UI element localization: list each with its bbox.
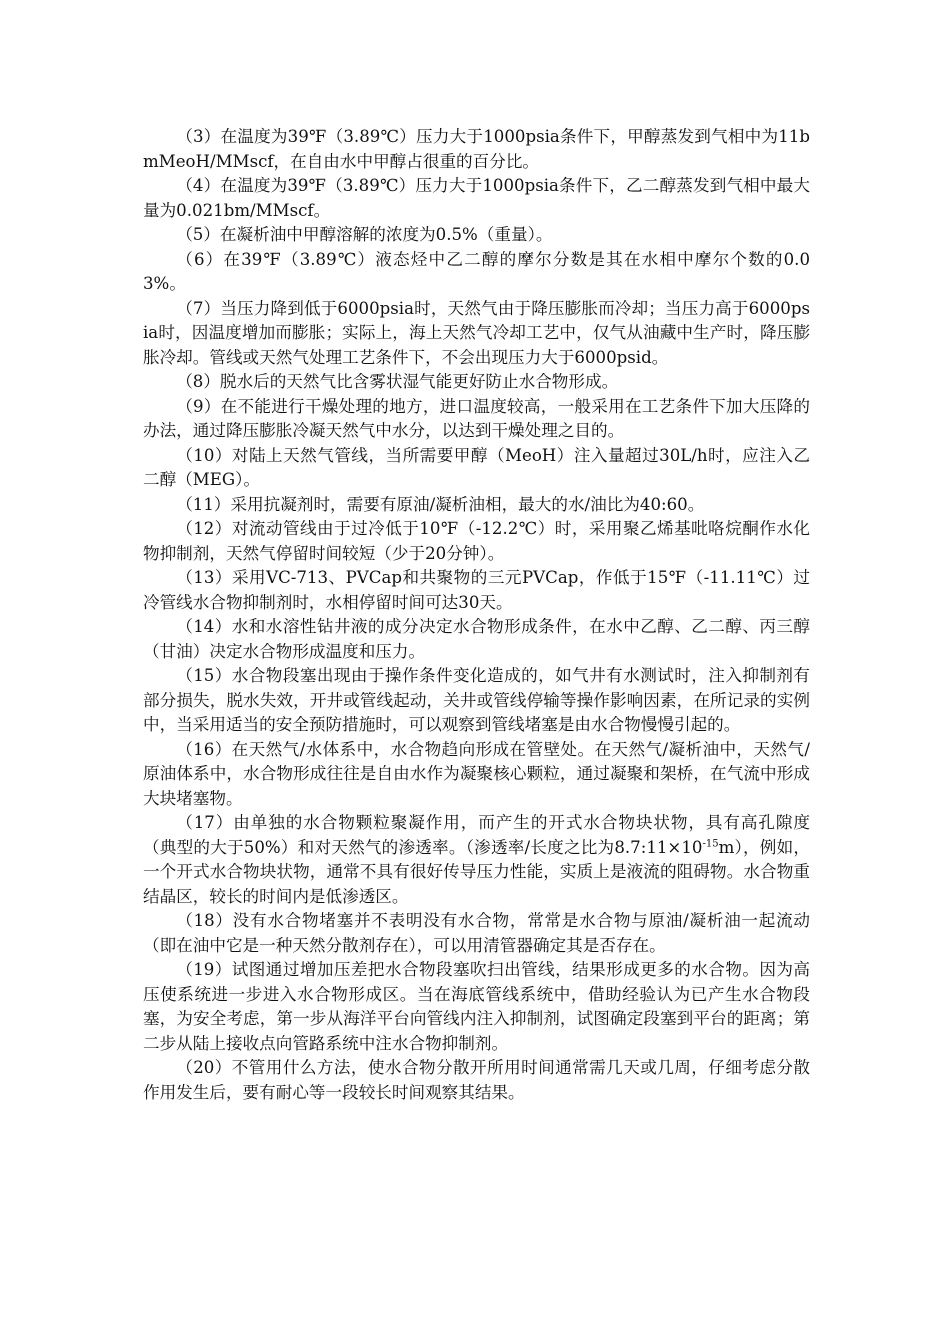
paragraph-4: （4）在温度为39℉（3.89℃）压力大于1000psia条件下，乙二醇蒸发到气相中最大量为0.021bm/MMscf。 bbox=[143, 176, 810, 220]
paragraph-17-text-after: m），例如，一个开式水合物块状物，通常不具有很好传导压力性能，实质上是液流的阻碍物。水合物重结晶区，较长的时间内是低渗透区。 bbox=[143, 837, 810, 906]
paragraph-17-text-before: （17）由单独的水合物颗粒聚凝作用，而产生的开式水合物块状物，具有高孔隙度（典型的大于50%）和对天然气的渗透率。（渗透率/长度之比为8.7:11×10 bbox=[143, 813, 810, 857]
paragraph-18: （18）没有水合物堵塞并不表明没有水合物，常常是水合物与原油/凝析油一起流动（即在油中它是一种天然分散剂存在），可以用清管器确定其是否存在。 bbox=[143, 911, 810, 955]
paragraph-8: （8）脱水后的天然气比含雾状湿气能更好防止水合物形成。 bbox=[176, 372, 619, 391]
paragraph-15: （15）水合物段塞出现由于操作条件变化造成的，如气井有水测试时，注入抑制剂有部分损失，脱水失效，开井或管线起动，关井或管线停输等操作影响因素，在所记录的实例中，当采用适当的安全预防措施时，可以观察到管线堵塞是由水合物慢慢引起的。 bbox=[143, 666, 810, 734]
paragraph-16: （16）在天然气/水体系中，水合物趋向形成在管壁处。在天然气/凝析油中，天然气/原油体系中，水合物形成往往是自由水作为凝聚核心颗粒，通过凝聚和架桥，在气流中形成大块堵塞物。 bbox=[143, 739, 810, 808]
paragraph-10: （10）对陆上天然气管线，当所需要甲醇（MeoH）注入量超过30L/h时，应注入乙二醇（MEG）。 bbox=[143, 445, 810, 489]
paragraph-17-exponent: -15 bbox=[702, 837, 719, 849]
paragraph-14: （14）水和水溶性钻井液的成分决定水合物形成条件，在水中乙醇、乙二醇、丙三醇（甘油）决定水合物形成温度和压力。 bbox=[143, 617, 810, 661]
paragraph-12: （12）对流动管线由于过冷低于10℉（-12.2℃）时，采用聚乙烯基吡咯烷酮作水化物抑制剂，天然气停留时间较短（少于20分钟）。 bbox=[143, 519, 810, 563]
paragraph-11: （11）采用抗凝剂时，需要有原油/凝析油相，最大的水/油比为40:60。 bbox=[176, 494, 705, 514]
paragraph-6: （6）在39℉（3.89℃）液态烃中乙二醇的摩尔分数是其在水相中摩尔个数的0.03%。 bbox=[143, 249, 810, 293]
paragraph-3: （3）在温度为39℉（3.89℃）压力大于1000psia条件下，甲醇蒸发到气相中为11bmMeoH/MMscf，在自由水中甲醇占很重的百分比。 bbox=[143, 127, 810, 171]
paragraph-19: （19）试图通过增加压差把水合物段塞吹扫出管线，结果形成更多的水合物。因为高压使系统进一步进入水合物形成区。当在海底管线系统中，借助经验认为已产生水合物段塞，为安全考虑，第一步从海洋平台向管线内注入抑制剂，试图确定段塞到平台的距离；第二步从陆上接收点向管路系统中注水合物抑制剂。 bbox=[143, 960, 810, 1053]
paragraph-13: （13）采用VC-713、PVCap和共聚物的三元PVCap，作低于15℉（-11.11℃）过冷管线水合物抑制剂时，水相停留时间可达30天。 bbox=[143, 568, 810, 612]
paragraph-17 bbox=[143, 811, 810, 909]
paragraph-7: （7）当压力降到低于6000psia时，天然气由于降压膨胀而冷却；当压力高于6000psia时，因温度增加而膨胀；实际上，海上天然气冷却工艺中，仅气从油藏中生产时，降压膨胀冷却。管线或天然气处理工艺条件下，不会出现压力大于6000psid。 bbox=[143, 298, 810, 367]
paragraph-9: （9）在不能进行干燥处理的地方，进口温度较高，一般采用在工艺条件下加大压降的办法，通过降压膨胀冷凝天然气中水分，以达到干燥处理之目的。 bbox=[143, 396, 810, 440]
document-body bbox=[143, 125, 810, 1105]
paragraph-20: （20）不管用什么方法，使水合物分散开所用时间通常需几天或几周，仔细考虑分散作用发生后，要有耐心等一段较长时间观察其结果。 bbox=[143, 1058, 810, 1102]
paragraph-5: （5）在凝析油中甲醇溶解的浓度为0.5%（重量）。 bbox=[176, 225, 553, 244]
